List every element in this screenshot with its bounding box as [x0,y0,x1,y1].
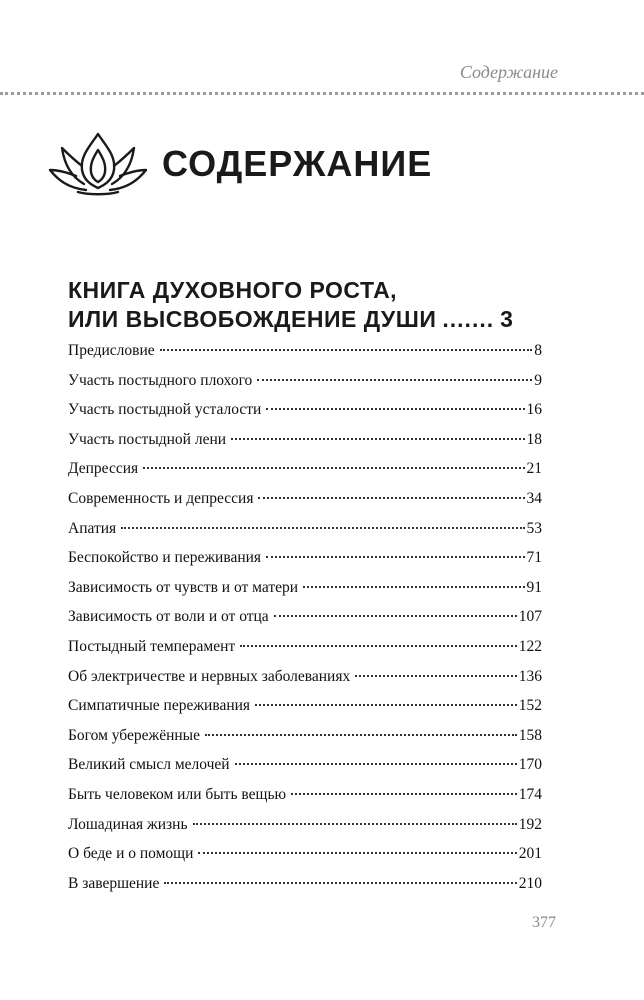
toc-dot-leader [205,734,517,736]
toc-entry-label: Беспокойство и переживания [68,549,262,567]
toc-entry-temperament[interactable] [68,638,542,668]
toc-entry-god-protected[interactable] [68,727,542,757]
title-row [48,130,432,198]
section-heading-line-2 [68,305,558,334]
toc-entry-page: 91 [526,578,542,596]
toc-dot-leader [274,615,517,617]
toc-entry-page: 21 [526,460,542,478]
toc-dot-leader [235,763,517,765]
toc-entry-label: Апатия [68,519,117,537]
toc-entry-page: 53 [526,519,542,537]
toc-entry-page: 8 [534,342,542,359]
toc-entry-page: 158 [518,726,542,744]
toc-entry-page: 34 [526,489,542,507]
toc-dot-leader [291,793,517,795]
toc-dot-leader [240,645,517,647]
running-head: Содержание [459,62,558,82]
toc-entry-page: 174 [518,785,542,803]
toc-dot-leader [255,704,517,706]
section-page-number: 3 [500,306,514,332]
page-number: 377 [532,914,556,931]
section-title-line-1: КНИГА ДУХОВНОГО РОСТА, [68,277,398,303]
toc-dot-leader [231,438,524,440]
toc-entry-label: Богом убережённые [68,726,200,744]
toc-entry-label: Быть человеком или быть вещью [68,785,287,803]
header-dotted-rule [0,92,644,95]
section-leader: ....... [442,306,495,332]
toc-dot-leader [257,379,532,381]
toc-entry-label: Участь постыдного плохого [68,371,253,389]
page-title: СОДЕРЖАНИЕ [162,143,433,184]
toc-entry-modernity-depression[interactable] [68,490,542,520]
toc-entry-dependence-feelings[interactable] [68,579,542,609]
toc-entry-label: Великий смысл мелочей [68,756,230,774]
toc-dot-leader [198,852,516,854]
toc-dot-leader [303,586,524,588]
toc-entry-electricity[interactable] [68,668,542,698]
toc-entry-shameful-bad[interactable] [68,372,542,402]
toc-entry-shameful-fatigue[interactable] [68,401,542,431]
toc-entry-page: 16 [526,401,542,419]
toc-entry-preface[interactable] [68,342,542,372]
toc-entry-label: Об электричестве и нервных заболеваниях [68,667,351,685]
toc-entry-label: Депрессия [68,460,139,478]
toc-entry-page: 9 [534,371,542,389]
toc-entry-label: Участь постыдной усталости [68,401,262,419]
toc-entry-trouble-help[interactable] [68,845,542,875]
toc-entry-label: Симпатичные переживания [68,697,251,715]
toc-entry-depression[interactable] [68,460,542,490]
toc-entry-label: В завершение [68,874,160,892]
toc-entry-label: Постыдный темперамент [68,637,236,655]
toc-entry-conclusion[interactable] [68,875,542,905]
toc-entry-label: Лошадиная жизнь [68,815,188,833]
section-title-line-2: ИЛИ ВЫСВОБОЖДЕНИЕ ДУШИ [68,306,437,332]
toc-dot-leader [266,556,524,558]
toc-entry-page: 136 [518,667,542,685]
toc-dot-leader [193,823,517,825]
toc-entry-sympathetic[interactable] [68,697,542,727]
toc-dot-leader [164,882,516,884]
toc-entry-anxiety[interactable] [68,549,542,579]
toc-entry-label: Зависимость от воли и от отца [68,608,269,626]
toc-list [68,342,542,904]
toc-entry-page: 170 [518,756,542,774]
toc-entry-page: 122 [518,637,542,655]
toc-entry-label: Участь постыдной лени [68,430,227,448]
toc-entry-horse-life[interactable] [68,816,542,846]
toc-entry-apathy[interactable] [68,520,542,550]
toc-entry-page: 201 [518,845,542,863]
toc-entry-page: 210 [518,874,542,892]
toc-entry-page: 152 [518,697,542,715]
toc-entry-label: О беде и о помощи [68,845,194,863]
lotus-icon [48,130,148,198]
section-heading-line-1 [68,276,558,305]
toc-entry-page: 18 [526,430,542,448]
toc-entry-page: 71 [526,549,542,567]
toc-entry-label: Зависимость от чувств и от матери [68,578,299,596]
toc-entry-human-or-thing[interactable] [68,786,542,816]
toc-dot-leader [121,527,524,529]
toc-dot-leader [143,467,524,469]
toc-entry-page: 107 [518,608,542,626]
toc-dot-leader [355,675,517,677]
toc-dot-leader [266,408,524,410]
toc-entry-label: Современность и депрессия [68,489,254,507]
toc-dot-leader [160,349,533,351]
toc-entry-shameful-laziness[interactable] [68,431,542,461]
section-heading [68,276,558,334]
toc-entry-dependence-will[interactable] [68,608,542,638]
toc-entry-trifles[interactable] [68,756,542,786]
toc-dot-leader [258,497,524,499]
toc-entry-label: Предисловие [68,342,155,359]
toc-entry-page: 192 [518,815,542,833]
